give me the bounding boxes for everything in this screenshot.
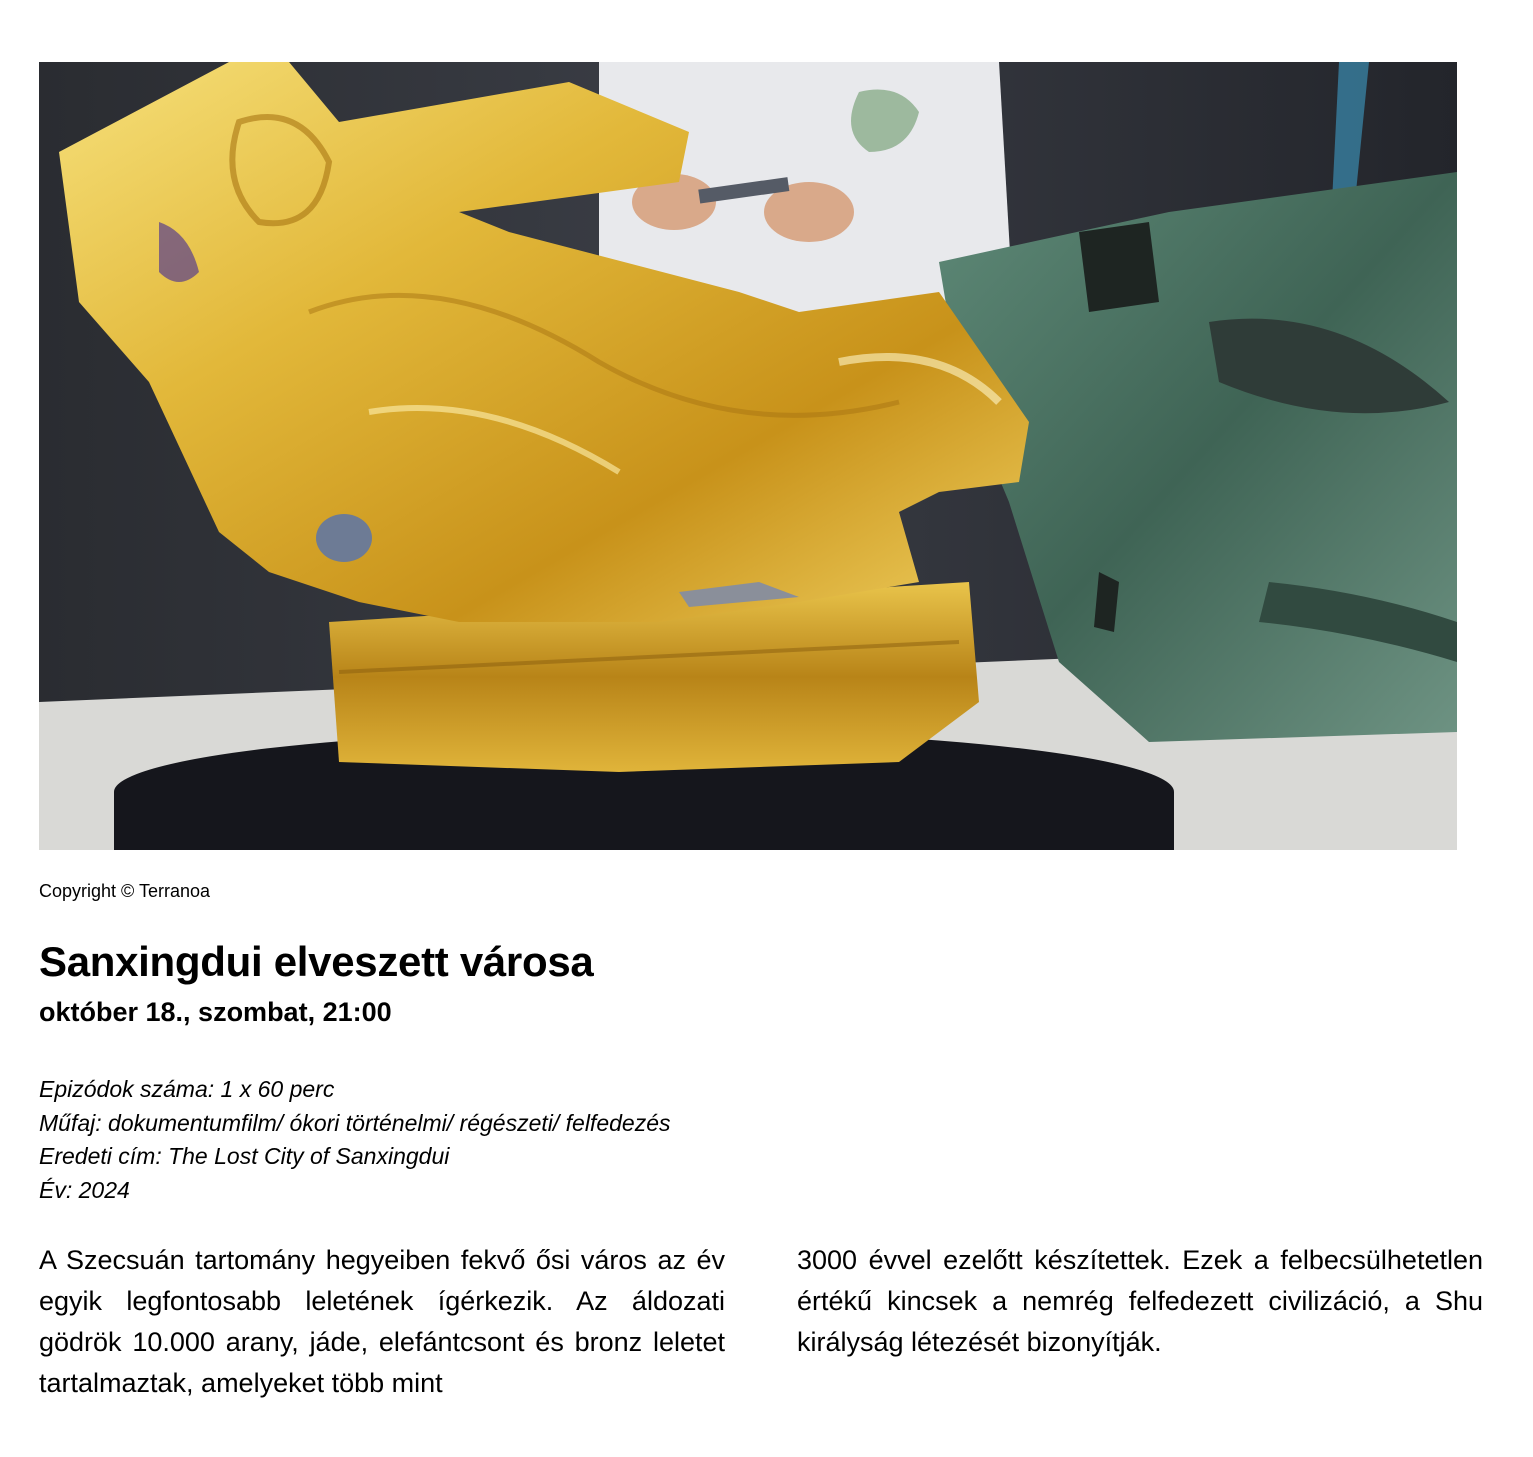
description-left-column: A Szecsuán tartomány hegyeiben fekvő ősi város az év egyik legfontosabb leletének ígérkezik. Az áldozati gödrök 10.000 arany, jáde, elefántcsont és bronz leletet tartalmaztak, amelyeket több mint (39, 1245, 725, 1398)
meta-year: Év: 2024 (39, 1176, 130, 1203)
meta-original-title: Eredeti cím: The Lost City of Sanxingdui (39, 1143, 450, 1169)
meta-genre: Műfaj: dokumentumfilm/ ókori történelmi/ régészeti/ felfedezés (39, 1109, 671, 1136)
artifact-photo (39, 62, 1457, 850)
program-title: Sanxingdui elveszett városa (39, 938, 594, 985)
broadcast-date-time: október 18., szombat, 21:00 (39, 997, 392, 1027)
photo-copyright: Copyright © Terranoa (39, 881, 211, 901)
gold-mask-ear-hole (316, 514, 372, 562)
gold-and-bronze-mask-illustration (39, 62, 1457, 850)
description-right-column: 3000 évvel ezelőtt készítettek. Ezek a felbecsülhetetlen értékű kincsek a nemrég felfedezett civilizáció, a Shu királyság létezését bizonyítják. (797, 1245, 1483, 1357)
meta-episodes: Epizódok száma: 1 x 60 perc (39, 1076, 335, 1102)
program-meta (39, 1073, 671, 1207)
